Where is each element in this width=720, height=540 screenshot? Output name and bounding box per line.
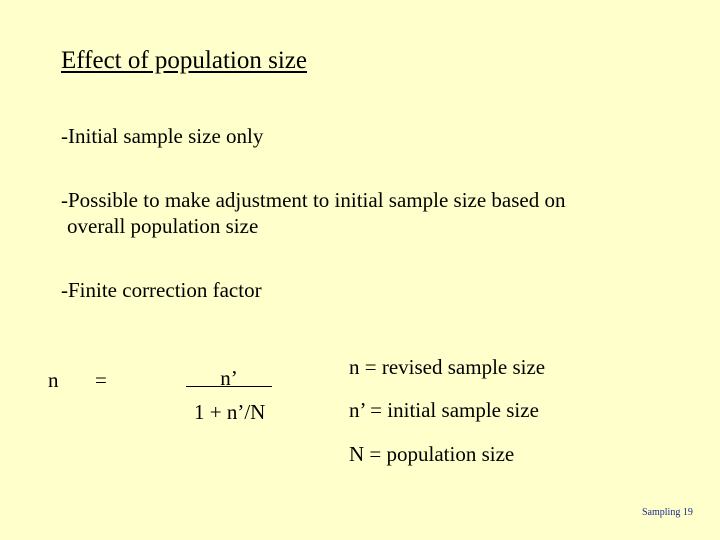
bullet-adjustment-line-1: -Possible to make adjustment to initial sample size based on — [61, 188, 566, 212]
definition-initial-sample-size: n’ = initial sample size — [349, 398, 539, 422]
bullet-adjustment-line-2: overall population size — [67, 214, 259, 238]
slide-title: Effect of population size — [61, 47, 307, 74]
formula-lhs: n — [48, 368, 59, 392]
formula-equals-sign: = — [95, 368, 107, 392]
formula-fraction-bar — [186, 386, 272, 387]
definition-revised-sample-size: n = revised sample size — [349, 355, 546, 379]
slide-footer: Sampling 19 — [642, 507, 693, 518]
formula-numerator: n’ — [220, 366, 238, 390]
definition-population-size: N = population size — [349, 442, 515, 466]
formula-denominator: 1 + n’/N — [194, 400, 266, 424]
bullet-finite-correction-factor: -Finite correction factor — [61, 278, 262, 302]
bullet-initial-sample-size: -Initial sample size only — [61, 124, 264, 148]
